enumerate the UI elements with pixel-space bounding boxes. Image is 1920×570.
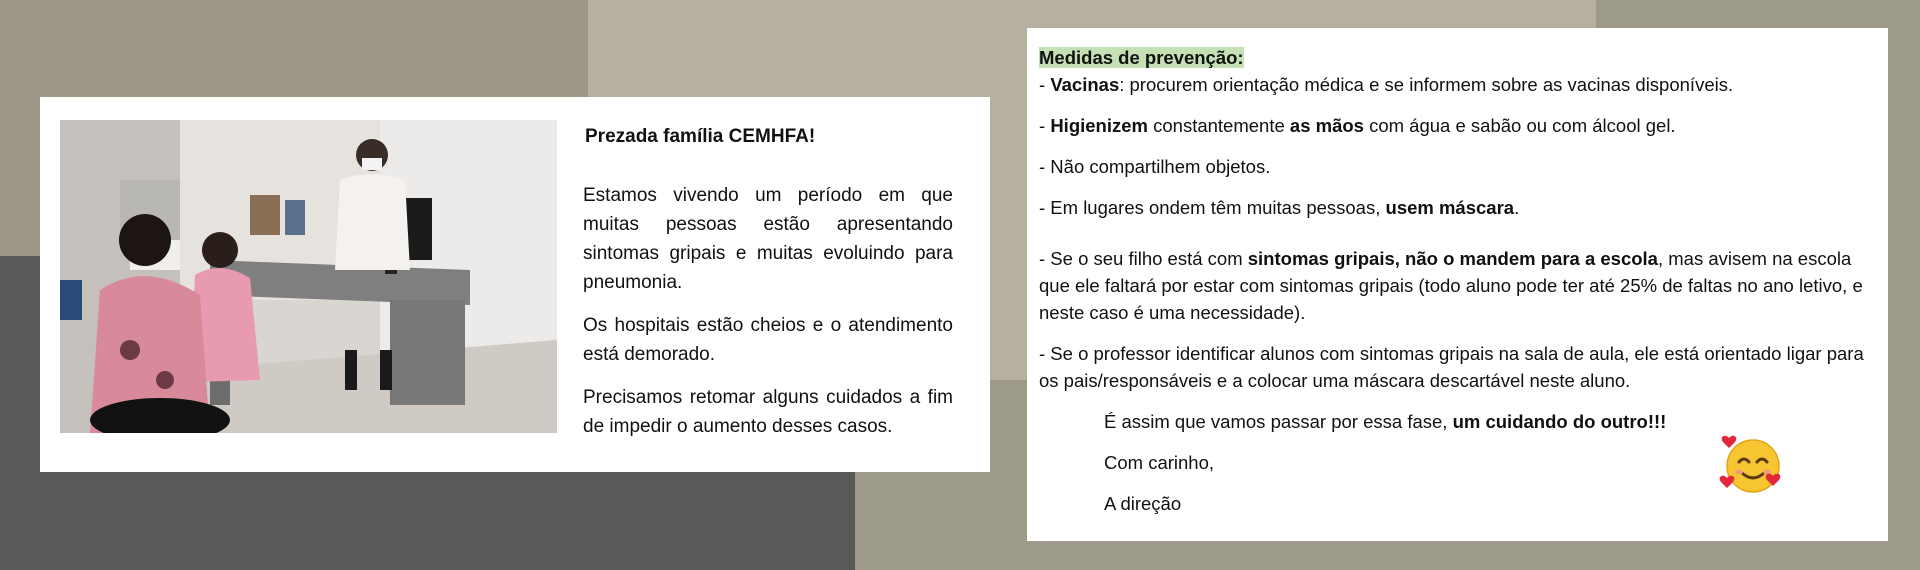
item-vaccines: - Vacinas: procurem orientação médica e se informem sobre as vacinas disponíveis. [1039,74,1734,95]
closing-line: É assim que vamos passar por essa fase, um cuidando do outro!!! [1104,411,1667,432]
item-teacher: - Se o professor identificar alunos com sintomas gripais na sala de aula, ele está orientado ligar para os pais/responsáveis e a colocar uma máscara descartável neste aluno. [1039,343,1864,391]
item-masks: - Em lugares ondem têm muitas pessoas, usem máscara. [1039,197,1520,218]
letter-paragraph-3: Precisamos retomar alguns cuidados a fim de impedir o aumento desses casos. [583,387,953,437]
item-sick-child: - Se o seu filho está com sintomas gripais, não o mandem para a escola, mas avisem na escola que ele faltará por estar com sintomas gripais (todo aluno pode ter até 25% de faltas no ano letivo, e neste caso é uma necessidade). [1039,248,1863,323]
letter-card [40,97,990,472]
smiling-face-with-hearts-icon [1719,432,1783,496]
letter-paragraph-1: Estamos vivendo um período em que muitas pessoas estão apresentando sintomas gripais e muitas evoluindo para pneumonia. [583,185,953,293]
sign-off: Com carinho, [1104,452,1215,473]
item-no-share: - Não compartilhem objetos. [1039,156,1271,177]
letter-text [583,122,953,455]
prevention-card [1027,28,1888,541]
clinic-photo [60,120,557,433]
letter-paragraph-2: Os hospitais estão cheios e o atendimento está demorado. [583,315,953,365]
letter-greeting: Prezada família CEMHFA! [585,126,816,147]
signature: A direção [1104,493,1182,514]
prevention-title: Medidas de prevenção: [1039,47,1244,68]
item-hygiene: - Higienizem constantemente as mãos com água e sabão ou com álcool gel. [1039,115,1676,136]
